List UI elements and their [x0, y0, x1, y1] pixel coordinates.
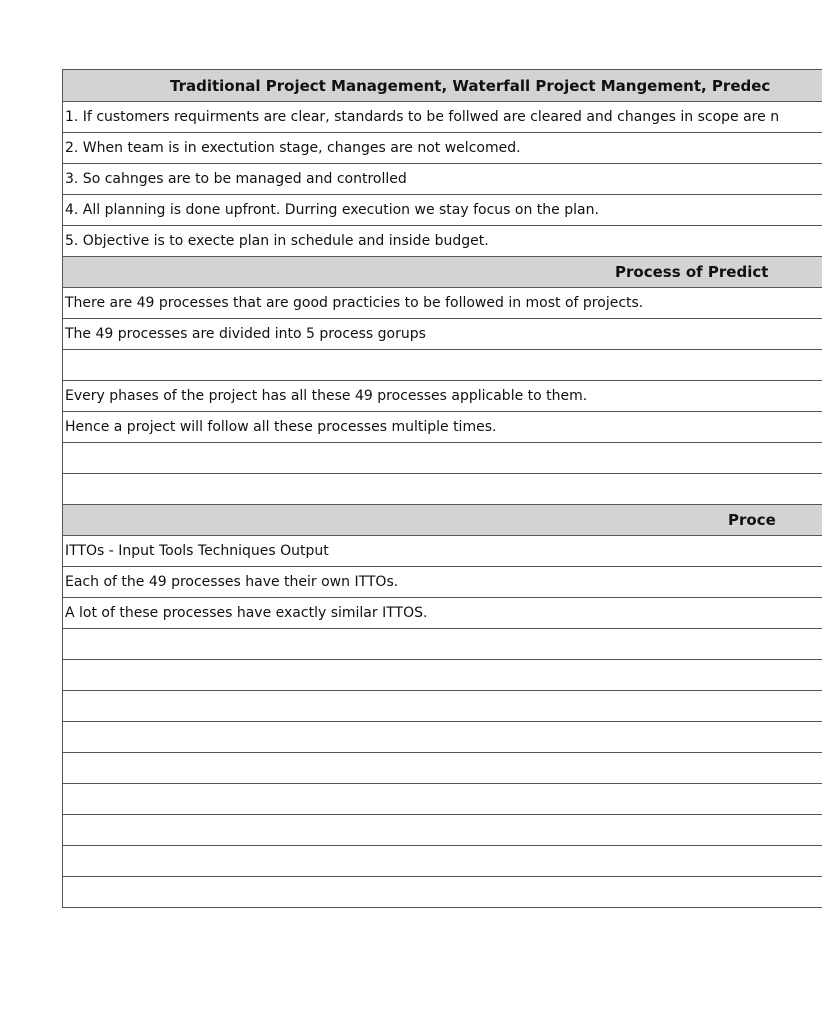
cell-text: Every phases of the project has all these 49 processes applicable to them.	[65, 388, 588, 404]
table-row[interactable]	[62, 133, 822, 164]
table-row-empty[interactable]	[62, 474, 822, 505]
section-header-process[interactable]	[62, 505, 822, 536]
table-row-empty[interactable]	[62, 722, 822, 753]
section-header-label: Proce	[728, 511, 776, 529]
table-row[interactable]	[62, 536, 822, 567]
table-row[interactable]	[62, 319, 822, 350]
cell-text: 4. All planning is done upfront. Durring execution we stay focus on the plan.	[65, 202, 599, 218]
table-row[interactable]	[62, 164, 822, 195]
section-header-process-predictive[interactable]	[62, 257, 822, 288]
table-row-empty[interactable]	[62, 753, 822, 784]
table-row[interactable]	[62, 195, 822, 226]
table-row-empty[interactable]	[62, 350, 822, 381]
table-row[interactable]	[62, 226, 822, 257]
table-row-empty[interactable]	[62, 846, 822, 877]
table-row[interactable]	[62, 598, 822, 629]
table-row-empty[interactable]	[62, 443, 822, 474]
cell-text: 2. When team is in exectution stage, changes are not welcomed.	[65, 140, 521, 156]
cell-text: 5. Objective is to execte plan in schedule and inside budget.	[65, 233, 489, 249]
cell-text: There are 49 processes that are good practicies to be followed in most of projects.	[65, 295, 644, 311]
section-header-label: Process of Predict	[615, 263, 769, 281]
table-row[interactable]	[62, 567, 822, 598]
table-row-empty[interactable]	[62, 691, 822, 722]
table-row[interactable]	[62, 102, 822, 133]
cell-text: Hence a project will follow all these processes multiple times.	[65, 419, 497, 435]
table-row[interactable]	[62, 288, 822, 319]
table-row[interactable]	[62, 412, 822, 443]
table-row[interactable]	[62, 381, 822, 412]
table-row-empty[interactable]	[62, 784, 822, 815]
cell-text: The 49 processes are divided into 5 process gorups	[65, 326, 426, 342]
table-row-empty[interactable]	[62, 877, 822, 908]
section-header-traditional-pm[interactable]	[62, 69, 822, 102]
table-row-empty[interactable]	[62, 815, 822, 846]
cell-text: Each of the 49 processes have their own ITTOs.	[65, 574, 399, 590]
spreadsheet-table	[62, 69, 822, 908]
cell-text: 1. If customers requirments are clear, standards to be follwed are cleared and changes in scope are n	[65, 109, 780, 125]
table-row-empty[interactable]	[62, 629, 822, 660]
section-header-label: Traditional Project Management, Waterfall Project Mangement, Predec	[170, 77, 771, 95]
cell-text: 3. So cahnges are to be managed and controlled	[65, 171, 407, 187]
cell-text: A lot of these processes have exactly similar ITTOS.	[65, 605, 428, 621]
table-row-empty[interactable]	[62, 660, 822, 691]
cell-text: ITTOs - Input Tools Techniques Output	[65, 543, 329, 559]
